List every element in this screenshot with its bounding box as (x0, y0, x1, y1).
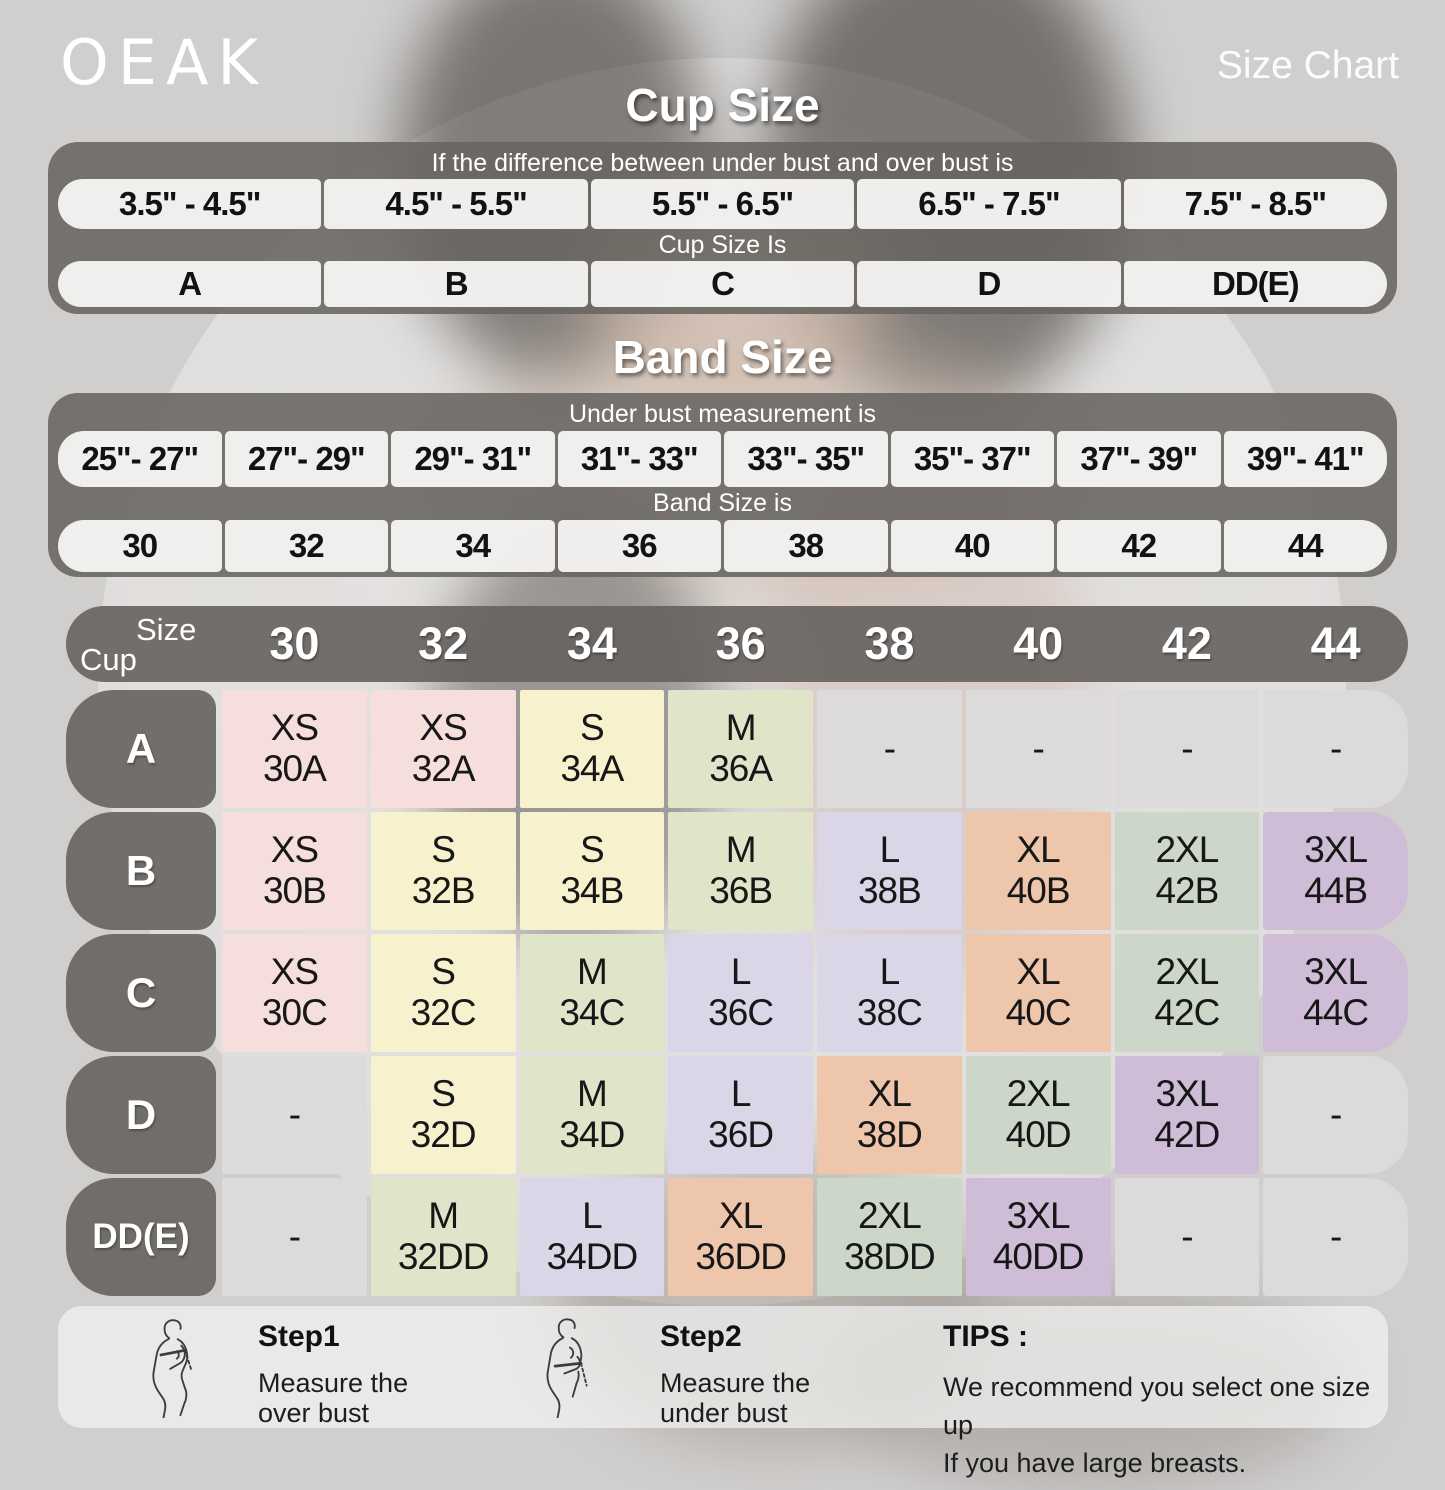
step2-line1: Measure the (660, 1368, 811, 1398)
size-code: 32A (411, 748, 475, 789)
size-label: - (1329, 727, 1342, 769)
size-code: 38C (856, 992, 922, 1033)
step2-title: Step2 (660, 1320, 742, 1353)
matrix-row-b (66, 812, 1408, 930)
matrix-header (66, 606, 1408, 682)
size-cell (966, 1178, 1111, 1296)
size-label: - (1181, 727, 1193, 769)
size-code: 40D (1005, 1114, 1071, 1155)
matrix-column-header: 40 (1013, 618, 1064, 669)
cup-range-cell: 4.5" - 5.5" (324, 179, 587, 229)
matrix-column-header: 44 (1310, 618, 1361, 669)
band-number-cell: 44 (1224, 520, 1388, 572)
cup-row-label: A (66, 690, 216, 808)
size-code: 38B (857, 870, 921, 911)
size-label: L (879, 951, 900, 993)
size-cell (222, 1178, 367, 1296)
cup-range-cell: 5.5" - 6.5" (591, 179, 854, 229)
size-code: 36B (709, 870, 773, 911)
cup-range-cell: 6.5" - 7.5" (857, 179, 1120, 229)
cup-row-label: DD(E) (66, 1178, 216, 1296)
size-label: - (288, 1215, 301, 1257)
matrix-row-cells (222, 812, 1408, 930)
size-code: 34A (560, 748, 624, 789)
size-cell (668, 812, 813, 930)
size-code: 30A (262, 748, 326, 789)
matrix-row-cells (222, 934, 1408, 1052)
size-cell (371, 934, 516, 1052)
size-label: XS (270, 951, 319, 993)
cup-row-label: B (66, 812, 216, 930)
band-range-cell: 29"- 31" (391, 431, 555, 487)
size-cell (1263, 934, 1408, 1052)
size-cell (1263, 1178, 1408, 1296)
band-range-cell: 33"- 35" (724, 431, 888, 487)
band-number-cell: 40 (891, 520, 1055, 572)
size-cell (371, 1178, 516, 1296)
band-number-cell: 32 (225, 520, 389, 572)
step1-line1: Measure the (258, 1368, 409, 1398)
matrix-row-cells (222, 1056, 1408, 1174)
size-label: 2XL (1155, 829, 1219, 871)
cup-letter-cell: D (857, 261, 1120, 307)
size-code: 44B (1304, 870, 1368, 911)
matrix-column-headers (222, 606, 1408, 682)
size-label: 2XL (1006, 1073, 1070, 1115)
size-cell (520, 1178, 665, 1296)
size-cell (371, 812, 516, 930)
step2-block (660, 1320, 810, 1428)
matrix-row-d (66, 1056, 1408, 1174)
size-cell (520, 934, 665, 1052)
matrix-row-cells (222, 690, 1408, 808)
size-label: - (1032, 727, 1044, 769)
size-code: 42D (1154, 1114, 1220, 1155)
size-cell (817, 1056, 962, 1174)
size-cell (222, 812, 367, 930)
size-code: 32D (410, 1114, 476, 1155)
cup-letter-row (58, 261, 1387, 307)
size-cell (668, 1056, 813, 1174)
size-cell (817, 812, 962, 930)
matrix-corner-size-label: Size (136, 612, 197, 647)
band-range-cell: 27"- 29" (225, 431, 389, 487)
band-range-row (58, 431, 1387, 487)
matrix-row-a (66, 690, 1408, 808)
step1-block (258, 1320, 408, 1428)
band-number-row (58, 520, 1387, 572)
size-cell (1263, 812, 1408, 930)
size-code: 34DD (546, 1236, 638, 1277)
size-label: XL (867, 1073, 911, 1115)
overbust-figure-icon (140, 1316, 206, 1418)
matrix-column-header: 32 (418, 618, 469, 669)
size-cell (817, 690, 962, 808)
matrix-column-header: 30 (269, 618, 320, 669)
cup-letter-cell: DD(E) (1124, 261, 1387, 307)
band-number-cell: 42 (1057, 520, 1221, 572)
cup-range-row (58, 179, 1387, 229)
size-label: 3XL (1304, 951, 1368, 993)
size-code: 42B (1155, 870, 1219, 911)
matrix-row-dde (66, 1178, 1408, 1296)
cup-letter-cell: C (591, 261, 854, 307)
footer-panel (58, 1306, 1388, 1478)
band-size-panel (48, 393, 1397, 577)
size-cell (966, 812, 1111, 930)
size-cell (222, 1056, 367, 1174)
size-label: 3XL (1155, 1073, 1219, 1115)
size-cell (520, 1056, 665, 1174)
size-cell (668, 1178, 813, 1296)
matrix-body (66, 690, 1408, 1296)
size-cell (371, 1056, 516, 1174)
size-code: 40DD (992, 1236, 1084, 1277)
size-label: M (576, 1073, 607, 1115)
size-code: 36A (709, 748, 773, 789)
step1-line2: over bust (258, 1398, 370, 1428)
band-range-cell: 39"- 41" (1224, 431, 1388, 487)
size-label: S (431, 951, 455, 993)
matrix-corner (66, 606, 216, 682)
size-label: L (582, 1195, 602, 1237)
size-label: 3XL (1304, 829, 1368, 871)
size-cell (668, 934, 813, 1052)
size-cell (966, 1056, 1111, 1174)
size-label: 2XL (857, 1195, 921, 1237)
band-result-label: Band Size is (653, 489, 792, 517)
size-code: 36C (708, 992, 774, 1033)
size-code: 32C (410, 992, 476, 1033)
cup-row-label: C (66, 934, 216, 1052)
matrix-corner-cup-label: Cup (80, 642, 137, 677)
size-label: M (428, 1195, 459, 1237)
band-number-cell: 36 (558, 520, 722, 572)
size-cell (222, 690, 367, 808)
size-code: 36DD (695, 1236, 786, 1277)
band-number-cell: 38 (724, 520, 888, 572)
band-range-cell: 35"- 37" (891, 431, 1055, 487)
band-number-cell: 34 (391, 520, 555, 572)
size-label: M (725, 707, 756, 749)
page-title: Size Chart (1216, 44, 1399, 87)
size-cell (1115, 1056, 1260, 1174)
tips-title: TIPS : (943, 1320, 1029, 1353)
cup-letter-cell: B (324, 261, 587, 307)
cup-size-panel (48, 142, 1397, 314)
size-cell (1263, 1056, 1408, 1174)
tips-block (943, 1320, 1388, 1482)
size-label: XS (270, 707, 319, 749)
matrix-column-header: 34 (566, 618, 617, 669)
size-label: S (580, 829, 604, 871)
band-number-cell: 30 (58, 520, 222, 572)
size-code: 30B (262, 870, 326, 911)
size-label: L (879, 829, 900, 871)
size-label: XL (1016, 829, 1060, 871)
band-condition-label: Under bust measurement is (568, 400, 877, 428)
step1-title: Step1 (258, 1320, 340, 1353)
cup-condition-label: If the difference between under bust and over bust is (431, 148, 1014, 177)
cup-size-title: Cup Size (625, 79, 820, 131)
matrix-column-header: 38 (864, 618, 915, 669)
tips-line2: If you have large breasts. (943, 1448, 1247, 1478)
size-label: - (1181, 1215, 1193, 1257)
size-code: 38D (856, 1114, 922, 1155)
size-label: - (1329, 1093, 1342, 1135)
size-cell (1263, 690, 1408, 808)
tips-line1: We recommend you select one size up (943, 1372, 1371, 1440)
size-label: S (431, 829, 455, 871)
step2-line2: under bust (660, 1398, 788, 1428)
size-code: 34C (559, 992, 625, 1033)
size-label: XL (718, 1195, 763, 1237)
size-cell (222, 934, 367, 1052)
size-cell (520, 690, 665, 808)
size-code: 30C (261, 992, 327, 1033)
size-cell (817, 1178, 962, 1296)
size-label: XS (419, 707, 467, 749)
band-size-title: Band Size (612, 331, 833, 383)
cup-range-cell: 3.5" - 4.5" (58, 179, 321, 229)
matrix-column-header: 36 (715, 618, 766, 669)
size-cell (668, 690, 813, 808)
size-label: - (883, 727, 896, 769)
size-label: M (725, 829, 756, 871)
size-code: 32DD (397, 1236, 489, 1277)
size-label: M (576, 951, 607, 993)
size-label: XL (1016, 951, 1060, 993)
size-code: 38DD (844, 1236, 935, 1277)
size-label: 3XL (1006, 1195, 1070, 1237)
size-code: 40C (1005, 992, 1071, 1033)
size-cell (966, 934, 1111, 1052)
size-code: 42C (1154, 992, 1220, 1033)
cup-result-label: Cup Size Is (658, 230, 787, 259)
size-label: L (730, 1073, 751, 1115)
size-label: S (431, 1073, 455, 1115)
matrix-column-header: 42 (1161, 618, 1212, 669)
size-cell (1115, 1178, 1260, 1296)
band-range-cell: 31"- 33" (558, 431, 722, 487)
size-cell (1115, 934, 1260, 1052)
band-range-cell: 25"- 27" (58, 431, 222, 487)
size-code: 40B (1006, 870, 1070, 911)
size-cell (371, 690, 516, 808)
size-code: 32B (411, 870, 475, 911)
brand-logo: OEAK (60, 26, 268, 99)
size-code: 36D (708, 1114, 774, 1155)
size-code: 44C (1303, 992, 1369, 1033)
size-label: 2XL (1155, 951, 1219, 993)
size-label: - (288, 1093, 301, 1135)
underbust-figure-icon (536, 1316, 602, 1418)
size-cell (966, 690, 1111, 808)
size-label: - (1329, 1215, 1342, 1257)
cup-letter-cell: A (58, 261, 321, 307)
size-label: S (580, 707, 604, 749)
cup-row-label: D (66, 1056, 216, 1174)
size-cell (520, 812, 665, 930)
size-label: XS (270, 829, 319, 871)
size-cell (817, 934, 962, 1052)
size-code: 34B (560, 870, 624, 911)
size-code: 34D (559, 1114, 625, 1155)
matrix-row-c (66, 934, 1408, 1052)
band-range-cell: 37"- 39" (1057, 431, 1221, 487)
size-cell (1115, 812, 1260, 930)
size-cell (1115, 690, 1260, 808)
cup-range-cell: 7.5" - 8.5" (1124, 179, 1387, 229)
matrix-row-cells (222, 1178, 1408, 1296)
size-label: L (730, 951, 751, 993)
